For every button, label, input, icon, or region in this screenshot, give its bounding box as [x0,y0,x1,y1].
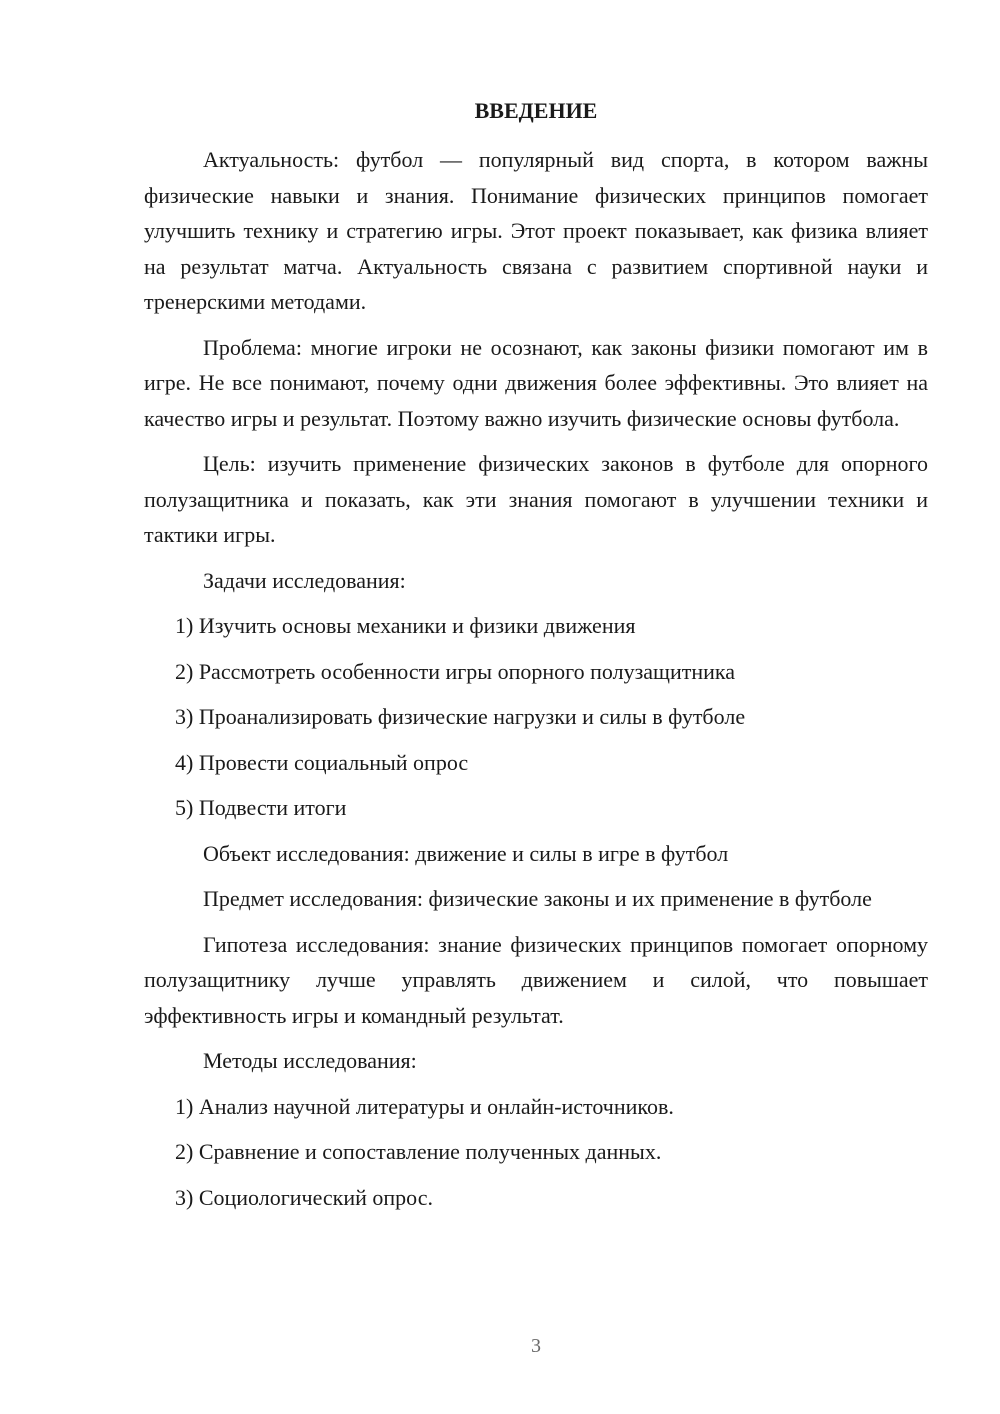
page-number: 3 [531,1335,541,1357]
document-body [144,142,928,1225]
paragraph-relevance: Актуальность: футбол — популярный вид спорта, в котором важны физические навыки и знания. Понимание физических принципов помогает улучшить технику и стратегию игры. Этот проект показывает, как физика влияет на результат матча. Актуальность связана с развитием спортивной науки и тренерскими методами. [144,147,928,314]
paragraph-goal: Цель: изучить применение физических законов в футболе для опорного полузащитника и показать, как эти знания помогают в улучшении техники и тактики игры. [144,451,928,547]
tasks-heading: Задачи исследования: [203,567,406,593]
task-item: 1) Изучить основы механики и физики движения [175,613,636,638]
method-item: 3) Социологический опрос. [175,1184,433,1210]
page-title: ВВЕДЕНИЕ [474,98,598,123]
task-item: 2) Рассмотреть особенности игры опорного полузащитника [175,658,736,684]
task-item: 5) Подвести итоги [175,795,347,820]
method-item: 1) Анализ научной литературы и онлайн-источников. [175,1093,674,1119]
paragraph-subject: Предмет исследования: физические законы и их применение в футболе [203,886,872,911]
paragraph-problem: Проблема: многие игроки не осознают, как законы физики помогают им в игре. Не все понимают, почему одни движения более эффективны. Это влияет на качество игры и результат. Поэтому важно изучить физические основы футбола. [144,334,928,431]
method-item: 2) Сравнение и сопоставление полученных данных. [175,1139,662,1164]
methods-heading: Методы исследования: [203,1048,417,1073]
task-item: 3) Проанализировать физические нагрузки и силы в футболе [175,704,746,729]
paragraph-object: Объект исследования: движение и силы в игре в футбол [203,840,729,866]
task-item: 4) Провести социальный опрос [175,749,469,775]
paragraph-hypothesis: Гипотеза исследования: знание физических принципов помогает опорному полузащитнику лучше управлять движением и силой, что повышает эффективность игры и командный результат. [144,931,928,1028]
